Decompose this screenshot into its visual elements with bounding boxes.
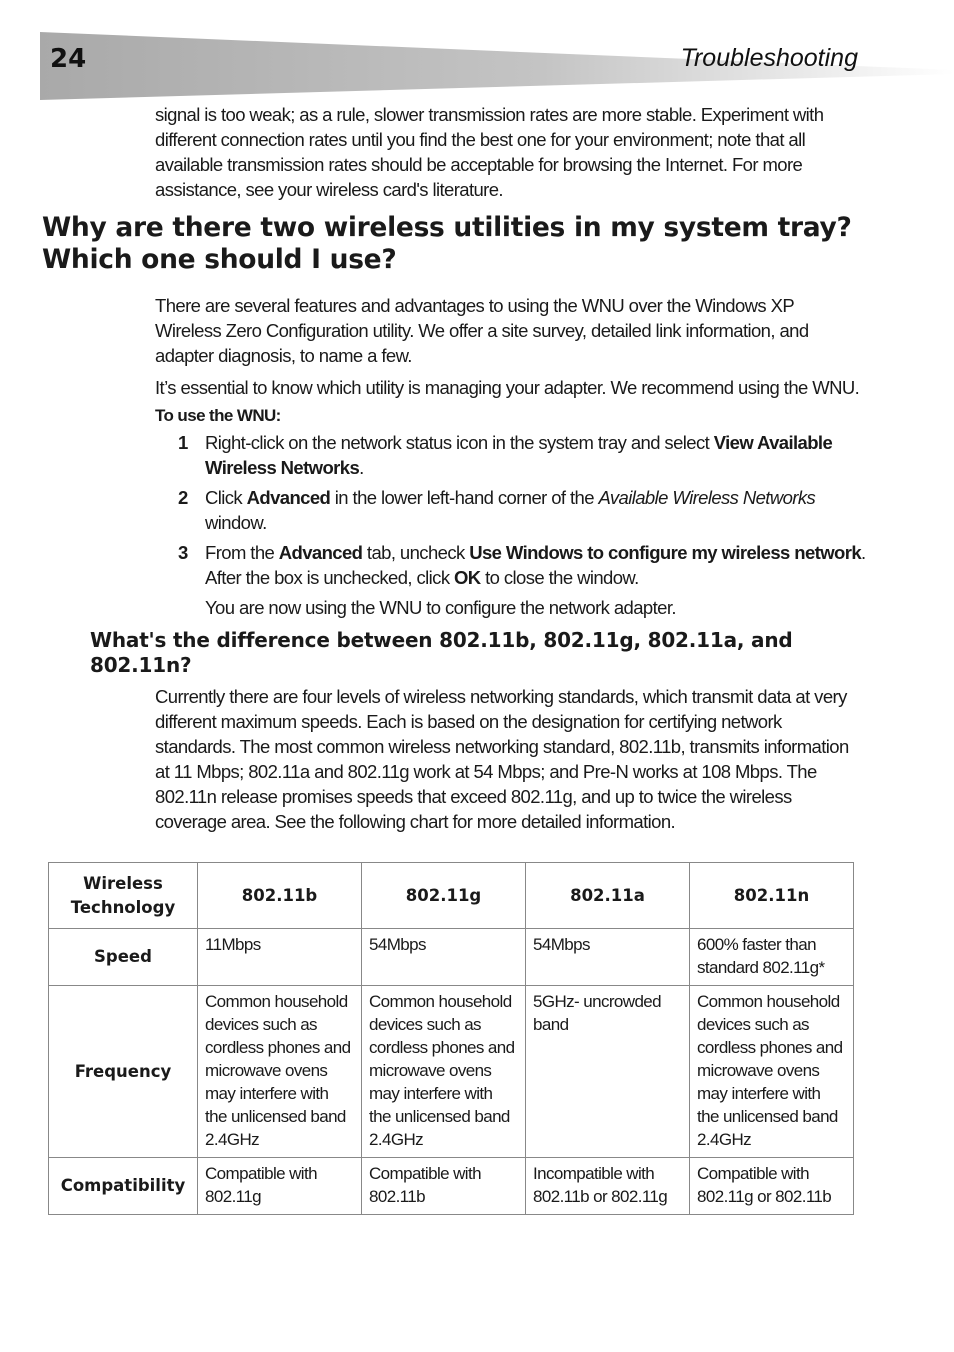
table-cell: Common household devices such as cordless phones and microwave ovens may interfere with the unlicensed band 2.4GHz: [198, 986, 362, 1158]
table-row: [49, 986, 854, 1158]
table-cell: Compatible with 802.11g or 802.11b: [690, 1158, 854, 1215]
ui-term: Advanced: [246, 487, 331, 508]
column-header: 802.11n: [690, 863, 854, 929]
procedure-steps: [178, 430, 868, 625]
column-header: 802.11g: [362, 863, 526, 929]
step-text: . After the box is unchecked, click: [205, 542, 866, 588]
intro-paragraph: [155, 102, 860, 202]
window-name: Available Wireless Networks: [598, 487, 816, 508]
step-text: Click: [205, 487, 247, 508]
column-header: 802.11a: [526, 863, 690, 929]
step-number: 3: [178, 542, 188, 563]
step-text: tab, uncheck: [362, 542, 470, 563]
standards-table: [48, 862, 854, 1215]
section1-heading-line1: Why are there two wireless utilities in my system tray?: [42, 212, 852, 243]
column-header: Wireless Technology: [49, 863, 198, 929]
step-text: Right-click on the network status icon in the system tray and select: [205, 432, 714, 453]
step-text: .: [359, 457, 364, 478]
page-header: [0, 30, 954, 102]
table-cell: Incompatible with 802.11b or 802.11g: [526, 1158, 690, 1215]
table-header-row: [49, 863, 854, 929]
step-note: [178, 595, 868, 620]
table-row: [49, 1158, 854, 1215]
table-cell: 600% faster than standard 802.11g*: [690, 929, 854, 986]
step-text: From the: [205, 542, 279, 563]
table-cell: 54Mbps: [526, 929, 690, 986]
section2-body: [155, 684, 860, 834]
section2-heading-line1: What's the difference between 802.11b, 802.11g, 802.11a, and: [90, 628, 793, 652]
section1-body: [155, 293, 860, 400]
intro-paragraph-text: signal is too weak; as a rule, slower transmission rates are more stable. Experiment with different connection rates until you find the best one for your environment; note that all available transmission rates should be acceptable for browsing the Internet. For more assistance, see your wireless card's literature.: [155, 104, 824, 200]
step-1: [178, 430, 868, 480]
table-cell: Common household devices such as cordless phones and microwave ovens may interfere with the unlicensed band 2.4GHz: [690, 986, 854, 1158]
row-header: Compatibility: [49, 1158, 198, 1215]
step-text: to close the window.: [480, 567, 639, 588]
step-number: 1: [178, 432, 188, 453]
table-cell: Compatible with 802.11b: [362, 1158, 526, 1215]
section1-para1: There are several features and advantages to using the WNU over the Windows XP Wireless Zero Configuration utility. We offer a site survey, detailed link information, and adapter diagnosis, to name a few.: [155, 295, 809, 366]
table-cell: Common household devices such as cordless phones and microwave ovens may interfere with the unlicensed band 2.4GHz: [362, 986, 526, 1158]
step-text: in the lower left-hand corner of the: [330, 487, 599, 508]
table-cell: 54Mbps: [362, 929, 526, 986]
step-3: [178, 540, 868, 590]
row-header: Frequency: [49, 986, 198, 1158]
step-note-text: You are now using the WNU to configure the network adapter.: [205, 597, 676, 618]
row-header: Speed: [49, 929, 198, 986]
table-cell: 11Mbps: [198, 929, 362, 986]
ui-term: Advanced: [278, 542, 363, 563]
table-cell: 5GHz- uncrowded band: [526, 986, 690, 1158]
step-number: 2: [178, 487, 188, 508]
procedure-heading: To use the WNU:: [155, 406, 281, 425]
table-cell: Compatible with 802.11g: [198, 1158, 362, 1215]
running-head: Troubleshooting: [680, 44, 858, 72]
section1-heading-line2: Which one should I use?: [42, 244, 397, 275]
section2-heading: [90, 628, 850, 678]
ui-term: View Available Wireless Networks: [205, 432, 833, 478]
page-number: 24: [50, 44, 87, 74]
section1-para2: It’s essential to know which utility is managing your adapter. We recommend using the WNU.: [155, 377, 860, 398]
step-2: [178, 485, 868, 535]
ui-term: Use Windows to configure my wireless network: [469, 542, 862, 563]
section2-para: Currently there are four levels of wireless networking standards, which transmit data at very different maximum speeds. Each is based on the designation for certifying network standards. The most common wireless networking standard, 802.11b, transmits information at 11 Mbps; 802.11a and 802.11g work at 54 Mbps; and Pre-N works at 108 Mbps. The 802.11n release promises speeds that exceed 802.11g, and up to twice the wireless coverage area. See the following chart for more detailed information.: [155, 686, 849, 832]
table-row: [49, 929, 854, 986]
step-text: window.: [205, 512, 267, 533]
ui-term: OK: [454, 567, 481, 588]
column-header: 802.11b: [198, 863, 362, 929]
section2-heading-line2: 802.11n?: [90, 653, 192, 677]
section1-heading: [42, 212, 902, 276]
